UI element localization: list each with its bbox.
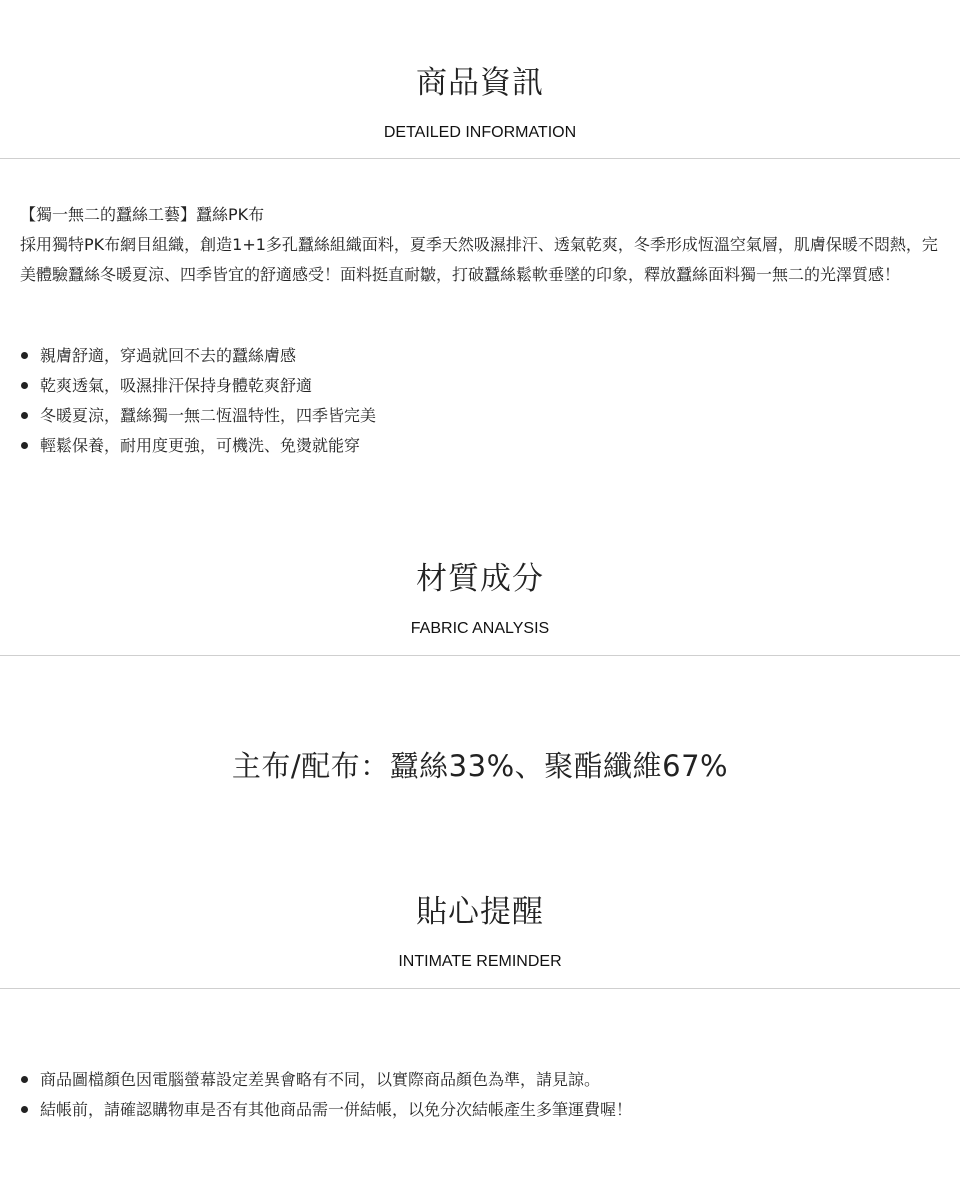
- fabric-title-en: FABRIC ANALYSIS: [410, 620, 550, 637]
- feature-text: 親膚舒適，穿過就回不去的蠶絲膚感: [40, 346, 297, 365]
- list-item: [20, 341, 376, 371]
- detail-intro: [20, 200, 945, 290]
- bullet-icon: [21, 412, 28, 419]
- bullet-icon: [21, 382, 28, 389]
- list-item: [20, 1065, 632, 1095]
- feature-text: 冬暖夏涼，蠶絲獨一無二恆溫特性，四季皆完美: [40, 406, 377, 425]
- reminder-section-header: [0, 892, 960, 972]
- detail-headline: 【獨一無二的蠶絲工藝】蠶絲PK布: [20, 205, 265, 224]
- detail-title-zh: 商品資訊: [416, 65, 544, 101]
- list-item: [20, 401, 376, 431]
- bullet-icon: [21, 1076, 28, 1083]
- bullet-icon: [21, 352, 28, 359]
- reminder-title-en: INTIMATE REMINDER: [398, 953, 562, 970]
- bullet-icon: [21, 442, 28, 449]
- list-item: [20, 1095, 632, 1125]
- detail-paragraph: 採用獨特PK布網目組織，創造1+1多孔蠶絲組織面料，夏季天然吸濕排汗、透氣乾爽，冬季形成恆溫空氣層，肌膚保暖不悶熱，完美體驗蠶絲冬暖夏涼、四季皆宜的舒適感受！面料挺直耐皺，打破蠶絲鬆軟垂墜的印象，釋放蠶絲面料獨一無二的光澤質感！: [20, 235, 938, 284]
- bullet-icon: [21, 1106, 28, 1113]
- feature-text: 輕鬆保養，耐用度更強，可機洗、免燙就能穿: [40, 436, 361, 455]
- feature-list: [20, 341, 376, 461]
- detail-section-header: [0, 63, 960, 143]
- fabric-section-header: [0, 559, 960, 639]
- fabric-divider: [0, 655, 960, 656]
- feature-text: 乾爽透氣，吸濕排汗保持身體乾爽舒適: [40, 376, 313, 395]
- fabric-composition: 主布/配布：蠶絲33%、聚酯纖維67%: [231, 749, 729, 783]
- detail-divider: [0, 158, 960, 159]
- fabric-title-zh: 材質成分: [416, 561, 544, 597]
- list-item: [20, 431, 376, 461]
- reminder-text: 商品圖檔顏色因電腦螢幕設定差異會略有不同，以實際商品顏色為準，請見諒。: [40, 1070, 601, 1089]
- list-item: [20, 371, 376, 401]
- reminder-text: 結帳前，請確認購物車是否有其他商品需一併結帳，以免分次結帳產生多筆運費喔！: [40, 1100, 633, 1119]
- reminder-title-zh: 貼心提醒: [416, 894, 544, 930]
- reminder-divider: [0, 988, 960, 989]
- reminder-list: [20, 1065, 632, 1125]
- detail-title-en: DETAILED INFORMATION: [383, 124, 577, 141]
